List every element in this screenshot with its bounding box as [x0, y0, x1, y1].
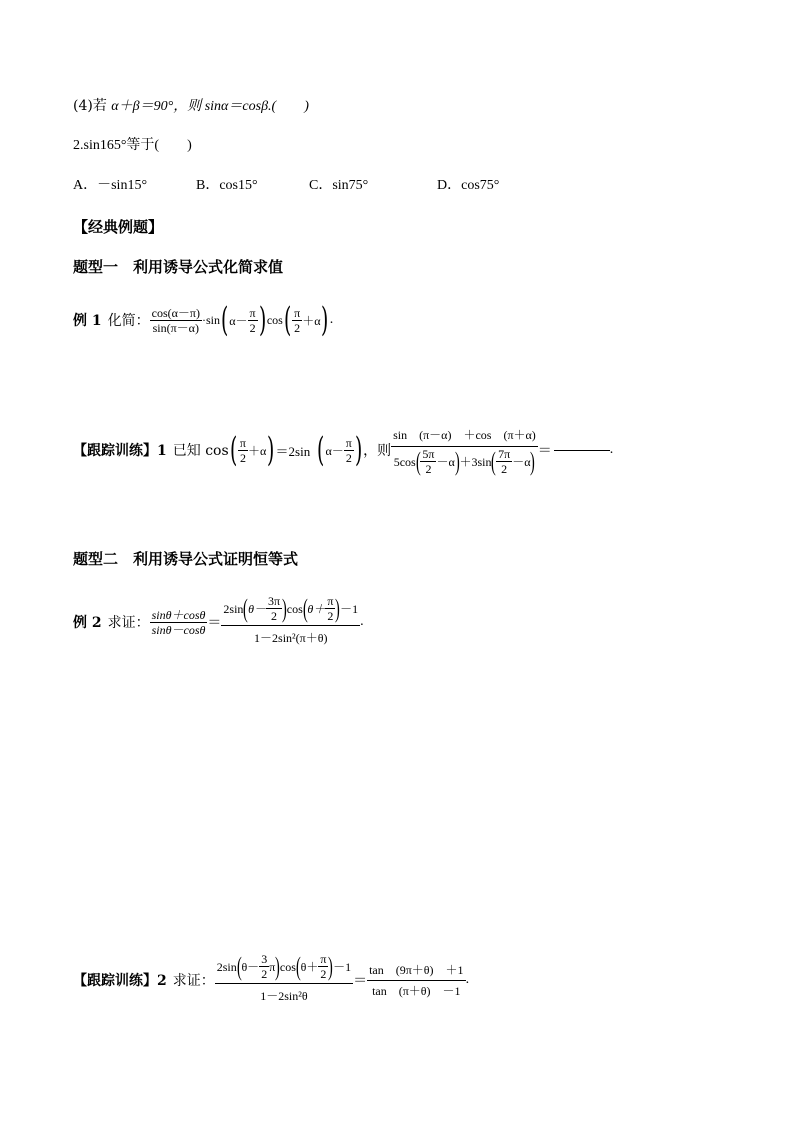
example-2: 例 2 求证： $\frac{\sin\theta+\cos\theta}{\sin\theta-\cos\theta}$ ＝ 2sin ( θ－ $\frac{3\pi}{2}$ ) cos ( θ＋ $\frac{\pi}{2}$ ) －1 1－2sin²(π＋θ) .	[73, 594, 364, 650]
track2-label: 【跟踪训练】2	[73, 973, 167, 989]
ex1-plus-alpha: ＋α	[302, 313, 321, 328]
ex2-prompt: 求证：	[107, 615, 150, 631]
track2-prompt: 求证：	[172, 973, 215, 989]
track-2: 【跟踪训练】2 求证： 2sin ( θ－ $\frac{3}{2}$ π ) cos ( θ＋ $\frac{\pi}{2}$ ) －1 1－2sin²θ ＝ $\frac{\tan (9\pi+\theta) +1}{\tan (\pi+\theta) -1}$ .	[73, 952, 469, 1008]
ex2-right-fraction: 2sin ( θ－ $\frac{3\pi}{2}$ ) cos ( θ＋ $\frac{\pi}{2}$ ) －1 1－2sin²(π＋θ)	[223, 593, 359, 645]
q4-prefix: (4)若	[73, 98, 107, 114]
ex1-fraction	[150, 306, 202, 335]
track1-pi-over-2-a: $\frac{\pi}{2}$	[239, 435, 246, 465]
option-b: B．cos15°	[196, 178, 258, 193]
ex2-label: 例 2	[73, 615, 102, 631]
track1-pi-over-2-b: $\frac{\pi}{2}$	[345, 435, 352, 465]
track-1: 【跟踪训练】1 已知 cos ( $\frac{\pi}{2}$ ＋α ) ＝2sin ( α－ $\frac{\pi}{2}$ ) ，则 sin (π－α) ＋cos (π＋α) 5cos ( $\frac{5\pi}{2}$ －α ) ＋3sin ( $\frac{7\pi}{2}$ －α ) ＝ .	[73, 424, 613, 476]
ex1-pi-over-2-b: $\frac{\pi}{2}$	[294, 305, 301, 335]
example-1: 例 1 化简： $\frac{\cos(\alpha-\pi)}{\sin(\pi-\alpha)}$ ·sin ( α－ $\frac{\pi}{2}$ ) cos ( $\frac{\pi}{2}$ ＋α ) .	[73, 300, 334, 340]
answer-blank[interactable]	[554, 450, 610, 451]
option-c: C．sin75°	[309, 178, 369, 193]
ex1-label: 例 1	[73, 313, 102, 329]
type1-title: 题型一 利用诱导公式化简求值	[73, 258, 284, 276]
ex1-dot-sin: ·sin	[201, 312, 220, 327]
ex1-cos: cos	[266, 312, 283, 327]
q4-expr: α＋β＝90°，则 sinα＝cosβ.( )	[111, 99, 309, 114]
track1-prompt: 已知 cos	[172, 443, 229, 459]
ex1-den: sin(π－α)	[152, 320, 199, 335]
ex1-inner1: α－	[229, 313, 248, 328]
question-4	[73, 97, 309, 116]
ex1-pi-over-2-a: $\frac{\pi}{2}$	[249, 305, 256, 335]
ex1-lparen: (	[220, 300, 229, 340]
question-2: 2.sin165°等于( )	[73, 138, 192, 153]
track1-den: 5cos ( $\frac{5\pi}{2}$ －α ) ＋3sin ( $\frac{7\pi}{2}$ －α )	[393, 446, 536, 476]
track1-label: 【跟踪训练】1	[73, 443, 167, 459]
ex1-rparen: )	[258, 300, 266, 340]
track2-right-fraction: $\frac{\tan (9\pi+\theta) +1}{\tan (\pi+\theta) -1}$	[367, 960, 465, 1001]
option-d: D．cos75°	[437, 178, 500, 193]
type2-title: 题型二 利用诱导公式证明恒等式	[73, 550, 299, 568]
ex1-end: .	[329, 312, 334, 327]
ex1-prompt: 化简：	[107, 313, 150, 329]
track1-num: sin (π－α) ＋cos (π＋α)	[391, 424, 538, 447]
section-title: 【经典例题】	[73, 218, 164, 236]
option-a: A．－sin15°	[73, 178, 148, 193]
track2-left-fraction: 2sin ( θ－ $\frac{3}{2}$ π ) cos ( θ＋ $\frac{\pi}{2}$ ) －1 1－2sin²θ	[216, 951, 352, 1003]
ex2-left-fraction: $\frac{\sin\theta+\cos\theta}{\sin\theta-\cos\theta}$	[151, 607, 206, 637]
track1-big-fraction	[391, 424, 538, 476]
ex1-num: cos(α－π)	[151, 305, 200, 320]
